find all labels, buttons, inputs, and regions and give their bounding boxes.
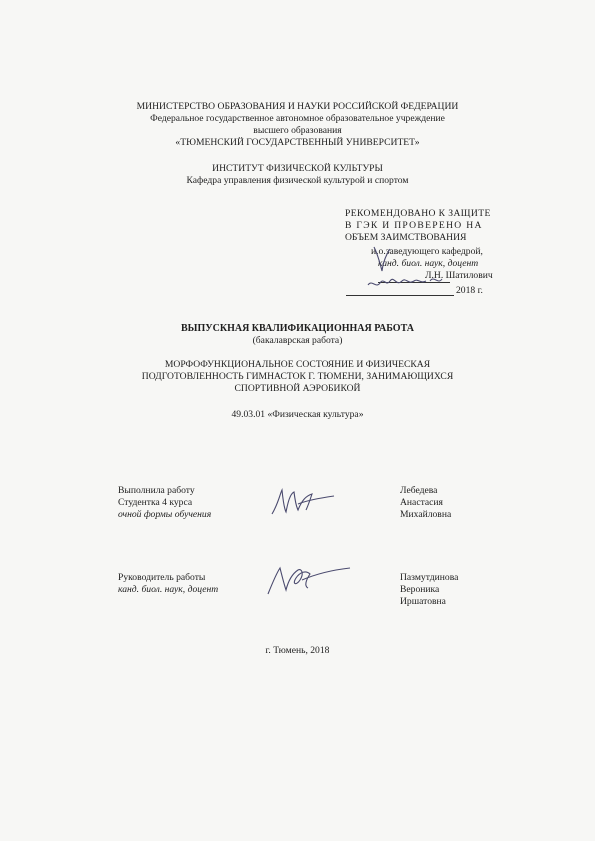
university-name: «ТЮМЕНСКИЙ ГОСУДАРСТВЕННЫЙ УНИВЕРСИТЕТ» — [175, 137, 420, 148]
student-label-2: Студентка 4 курса — [118, 497, 193, 508]
institution-type-line-2: высшего образования — [253, 125, 342, 136]
supervisor-signature — [262, 560, 354, 600]
student-patronymic: Михайловна — [400, 509, 452, 520]
approval-line-3: ОБЪЕМ ЗАИМСТВОВАНИЯ — [345, 232, 467, 243]
approval-name: Л.Н. Шатилович — [425, 270, 493, 281]
head-of-department-signature — [360, 245, 470, 300]
institution-type-line-1: Федеральное государственное автономное образовательное учреждение — [150, 113, 445, 124]
approval-year: 2018 г. — [456, 285, 483, 296]
work-type: ВЫПУСКНАЯ КВАЛИФИКАЦИОННАЯ РАБОТА — [181, 323, 414, 334]
supervisor-label-2: канд. биол. наук, доцент — [118, 584, 219, 595]
supervisor-surname: Пазмутдинова — [400, 572, 459, 583]
approval-degree: канд. биол. наук, доцент — [378, 258, 479, 269]
institute-name: ИНСТИТУТ ФИЗИЧЕСКОЙ КУЛЬТУРЫ — [212, 163, 383, 174]
ministry-name: МИНИСТЕРСТВО ОБРАЗОВАНИЯ И НАУКИ РОССИЙСКОЙ ФЕДЕРАЦИИ — [136, 101, 459, 112]
student-surname: Лебедева — [400, 485, 438, 496]
supervisor-label-1: Руководитель работы — [118, 572, 206, 583]
approval-line-1: РЕКОМЕНДОВАНО К ЗАЩИТЕ — [345, 208, 491, 219]
approval-line-2: В ГЭК И ПРОВЕРЕНО НА — [345, 220, 483, 231]
work-title-line-1: МОРФОФУНКЦИОНАЛЬНОЕ СОСТОЯНИЕ И ФИЗИЧЕСКАЯ — [164, 359, 431, 370]
supervisor-patronymic: Иршатовна — [400, 596, 446, 607]
supervisor-first-name: Вероника — [400, 584, 440, 595]
department-name: Кафедра управления физической культурой и спортом — [186, 175, 409, 186]
work-title-line-2: ПОДГОТОВЛЕННОСТЬ ГИМНАСТОК Г. ТЮМЕНИ, ЗАНИМАЮЩИХСЯ — [141, 371, 454, 382]
approval-position: и.о.заведующего кафедрой, — [371, 246, 483, 257]
student-label-1: Выполнила работу — [118, 485, 195, 496]
specialty-code: 49.03.01 «Физическая культура» — [231, 409, 364, 420]
student-label-3: очной формы обучения — [118, 509, 212, 520]
work-subtype: (бакалаврская работа) — [252, 335, 343, 346]
student-signature — [268, 482, 338, 522]
city-year: г. Тюмень, 2018 — [265, 645, 330, 656]
student-first-name: Анастасия — [400, 497, 443, 508]
work-title-line-3: СПОРТИВНОЙ АЭРОБИКОЙ — [234, 383, 361, 394]
